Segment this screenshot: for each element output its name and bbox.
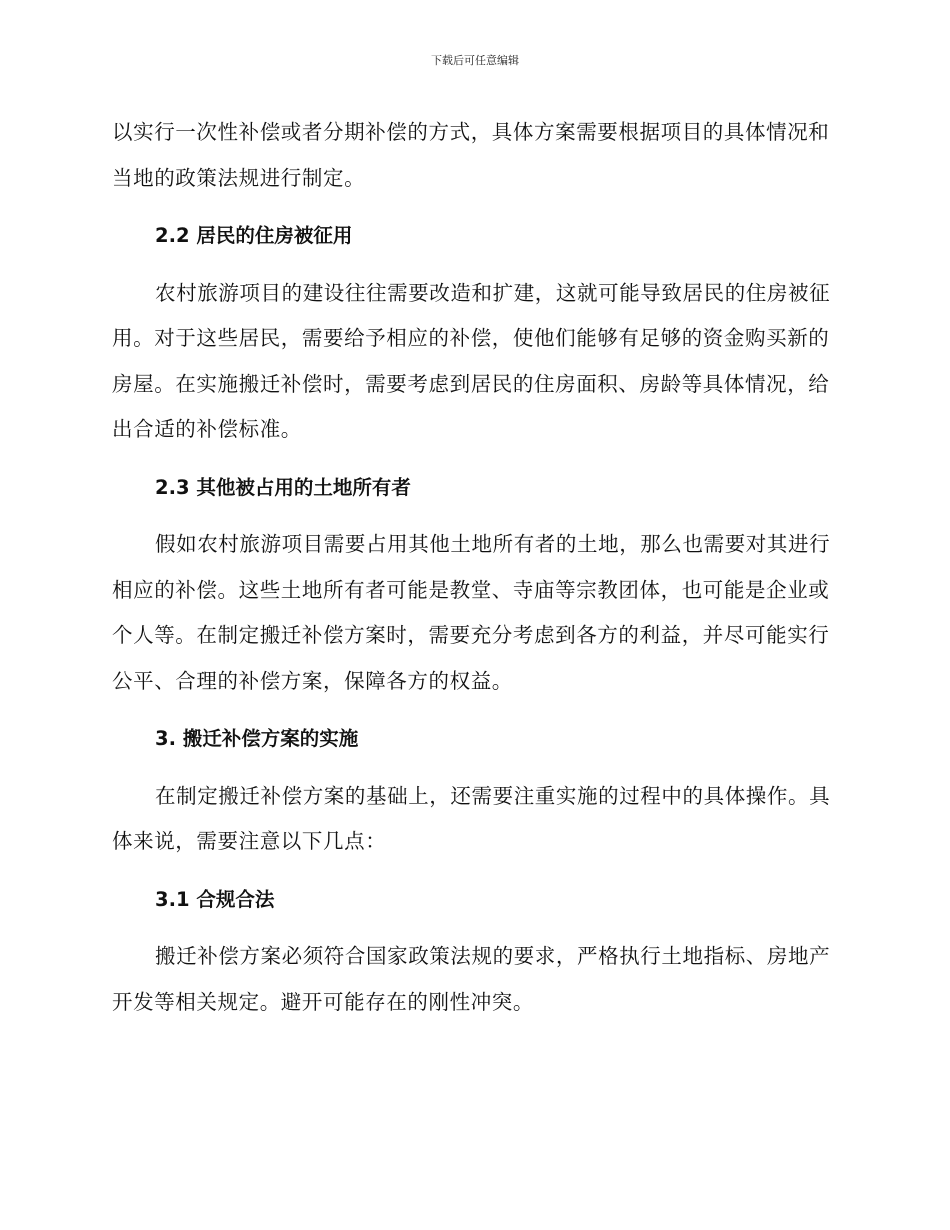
- paragraph-other-owners: 假如农村旅游项目需要占用其他土地所有者的土地，那么也需要对其进行相应的补偿。这些土地所有者可能是教堂、寺庙等宗教团体，也可能是企业或个人等。在制定搬迁补偿方案时，需要充分考虑到各方的利益，并尽可能实行公平、合理的补偿方案，保障各方的权益。: [112, 532, 831, 693]
- section-heading-3-1: 3.1 合规合法: [155, 887, 275, 911]
- paragraph-compliance: 搬迁补偿方案必须符合国家政策法规的要求，严格执行土地指标、房地产开发等相关规定。避开可能存在的刚性冲突。: [112, 944, 831, 1014]
- page-header: 下载后可任意编辑: [431, 54, 519, 67]
- paragraph-housing: 农村旅游项目的建设往往需要改造和扩建，这就可能导致居民的住房被征用。对于这些居民，需要给予相应的补偿，使他们能够有足够的资金购买新的房屋。在实施搬迁补偿时，需要考虑到居民的住房面积、房龄等具体情况，给出合适的补偿标准。: [112, 280, 831, 441]
- section-heading-2-3: 2.3 其他被占用的土地所有者: [155, 475, 411, 499]
- paragraph-continuation: 以实行一次性补偿或者分期补偿的方式，具体方案需要根据项目的具体情况和当地的政策法规进行制定。: [112, 120, 830, 190]
- section-heading-3: 3. 搬迁补偿方案的实施: [155, 727, 359, 750]
- section-heading-2-2: 2.2 居民的住房被征用: [155, 224, 353, 247]
- paragraph-implementation: 在制定搬迁补偿方案的基础上，还需要注重实施的过程中的具体操作。具体来说，需要注意以下几点：: [112, 783, 831, 853]
- document-body: [112, 110, 832, 1025]
